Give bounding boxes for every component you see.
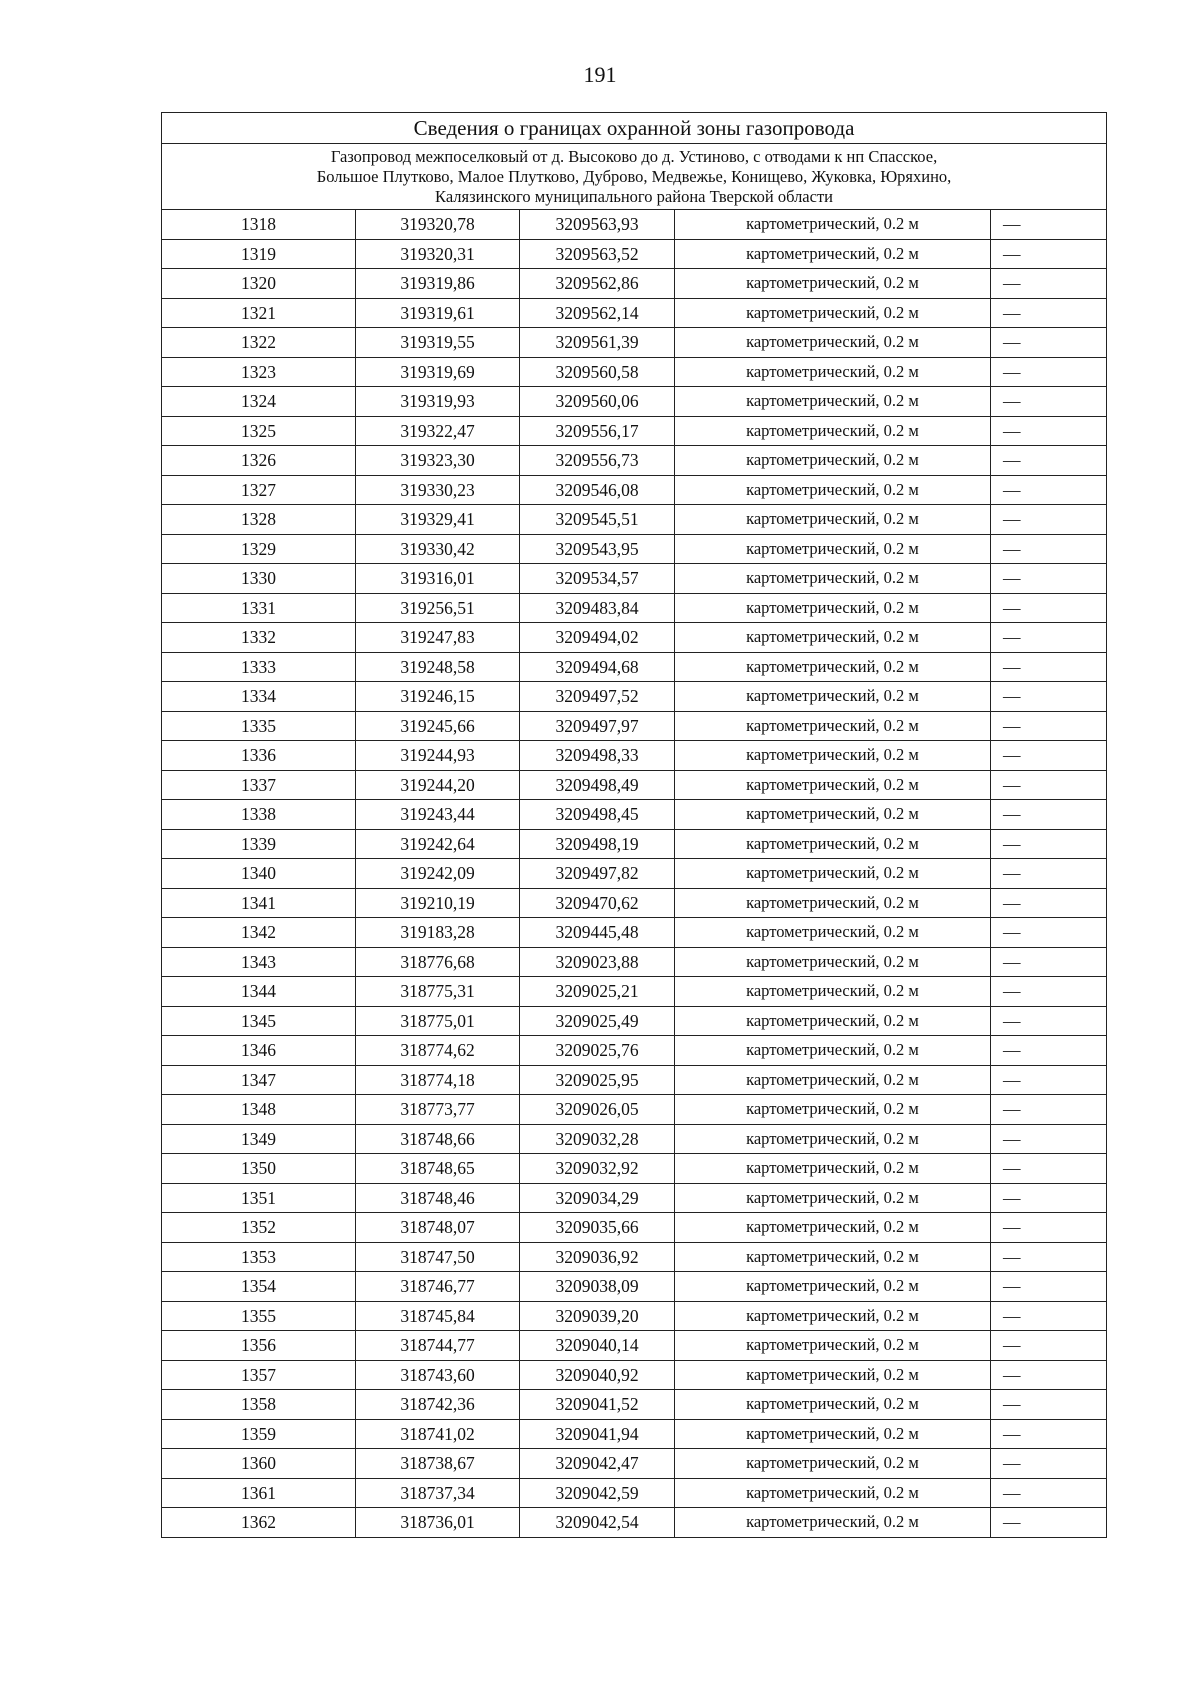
method-cell: картометрический, 0.2 м bbox=[675, 1183, 991, 1213]
x-coordinate-cell: 319319,55 bbox=[356, 328, 520, 358]
y-coordinate-cell: 3209025,95 bbox=[520, 1065, 675, 1095]
table-row bbox=[162, 269, 1107, 299]
y-coordinate-cell: 3209036,92 bbox=[520, 1242, 675, 1272]
x-coordinate-cell: 319319,86 bbox=[356, 269, 520, 299]
table-row bbox=[162, 1508, 1107, 1538]
method-cell: картометрический, 0.2 м bbox=[675, 1331, 991, 1361]
description-cell: — bbox=[991, 1124, 1107, 1154]
y-coordinate-cell: 3209025,21 bbox=[520, 977, 675, 1007]
method-cell: картометрический, 0.2 м bbox=[675, 1419, 991, 1449]
method-cell: картометрический, 0.2 м bbox=[675, 711, 991, 741]
y-coordinate-cell: 3209498,19 bbox=[520, 829, 675, 859]
boundary-coordinates-table bbox=[161, 112, 1107, 1538]
x-coordinate-cell: 318776,68 bbox=[356, 947, 520, 977]
point-number-cell: 1359 bbox=[162, 1419, 356, 1449]
y-coordinate-cell: 3209556,17 bbox=[520, 416, 675, 446]
point-number-cell: 1345 bbox=[162, 1006, 356, 1036]
method-cell: картометрический, 0.2 м bbox=[675, 770, 991, 800]
description-cell: — bbox=[991, 918, 1107, 948]
x-coordinate-cell: 319243,44 bbox=[356, 800, 520, 830]
method-cell: картометрический, 0.2 м bbox=[675, 652, 991, 682]
y-coordinate-cell: 3209042,59 bbox=[520, 1478, 675, 1508]
y-coordinate-cell: 3209470,62 bbox=[520, 888, 675, 918]
point-number-cell: 1355 bbox=[162, 1301, 356, 1331]
table-row bbox=[162, 298, 1107, 328]
table-row bbox=[162, 918, 1107, 948]
x-coordinate-cell: 318742,36 bbox=[356, 1390, 520, 1420]
table-subtitle-row bbox=[162, 144, 1107, 210]
point-number-cell: 1349 bbox=[162, 1124, 356, 1154]
description-cell: — bbox=[991, 1183, 1107, 1213]
point-number-cell: 1352 bbox=[162, 1213, 356, 1243]
table-row bbox=[162, 387, 1107, 417]
method-cell: картометрический, 0.2 м bbox=[675, 1242, 991, 1272]
table-row bbox=[162, 357, 1107, 387]
description-cell: — bbox=[991, 1478, 1107, 1508]
x-coordinate-cell: 318744,77 bbox=[356, 1331, 520, 1361]
method-cell: картометрический, 0.2 м bbox=[675, 859, 991, 889]
point-number-cell: 1353 bbox=[162, 1242, 356, 1272]
description-cell: — bbox=[991, 770, 1107, 800]
description-cell: — bbox=[991, 1390, 1107, 1420]
point-number-cell: 1339 bbox=[162, 829, 356, 859]
x-coordinate-cell: 319245,66 bbox=[356, 711, 520, 741]
point-number-cell: 1347 bbox=[162, 1065, 356, 1095]
x-coordinate-cell: 318736,01 bbox=[356, 1508, 520, 1538]
description-cell: — bbox=[991, 1154, 1107, 1184]
method-cell: картометрический, 0.2 м bbox=[675, 1449, 991, 1479]
description-cell: — bbox=[991, 387, 1107, 417]
point-number-cell: 1321 bbox=[162, 298, 356, 328]
x-coordinate-cell: 319323,30 bbox=[356, 446, 520, 476]
table-row bbox=[162, 1154, 1107, 1184]
description-cell: — bbox=[991, 1242, 1107, 1272]
table-row bbox=[162, 1006, 1107, 1036]
method-cell: картометрический, 0.2 м bbox=[675, 416, 991, 446]
table-row bbox=[162, 1390, 1107, 1420]
table-row bbox=[162, 593, 1107, 623]
method-cell: картометрический, 0.2 м bbox=[675, 1036, 991, 1066]
method-cell: картометрический, 0.2 м bbox=[675, 918, 991, 948]
point-number-cell: 1342 bbox=[162, 918, 356, 948]
point-number-cell: 1335 bbox=[162, 711, 356, 741]
point-number-cell: 1330 bbox=[162, 564, 356, 594]
x-coordinate-cell: 319322,47 bbox=[356, 416, 520, 446]
method-cell: картометрический, 0.2 м bbox=[675, 387, 991, 417]
x-coordinate-cell: 319320,78 bbox=[356, 210, 520, 240]
y-coordinate-cell: 3209040,92 bbox=[520, 1360, 675, 1390]
method-cell: картометрический, 0.2 м bbox=[675, 564, 991, 594]
x-coordinate-cell: 319319,93 bbox=[356, 387, 520, 417]
description-cell: — bbox=[991, 652, 1107, 682]
table-row bbox=[162, 416, 1107, 446]
table-row bbox=[162, 475, 1107, 505]
description-cell: — bbox=[991, 1301, 1107, 1331]
table-row bbox=[162, 711, 1107, 741]
x-coordinate-cell: 319248,58 bbox=[356, 652, 520, 682]
method-cell: картометрический, 0.2 м bbox=[675, 593, 991, 623]
table-row bbox=[162, 1449, 1107, 1479]
table-row bbox=[162, 446, 1107, 476]
method-cell: картометрический, 0.2 м bbox=[675, 1478, 991, 1508]
x-coordinate-cell: 319329,41 bbox=[356, 505, 520, 535]
table-row bbox=[162, 1478, 1107, 1508]
y-coordinate-cell: 3209546,08 bbox=[520, 475, 675, 505]
table-row bbox=[162, 564, 1107, 594]
table-row bbox=[162, 947, 1107, 977]
y-coordinate-cell: 3209543,95 bbox=[520, 534, 675, 564]
y-coordinate-cell: 3209035,66 bbox=[520, 1213, 675, 1243]
x-coordinate-cell: 318748,46 bbox=[356, 1183, 520, 1213]
description-cell: — bbox=[991, 564, 1107, 594]
description-cell: — bbox=[991, 1272, 1107, 1302]
point-number-cell: 1320 bbox=[162, 269, 356, 299]
method-cell: картометрический, 0.2 м bbox=[675, 888, 991, 918]
y-coordinate-cell: 3209042,47 bbox=[520, 1449, 675, 1479]
description-cell: — bbox=[991, 1006, 1107, 1036]
method-cell: картометрический, 0.2 м bbox=[675, 534, 991, 564]
x-coordinate-cell: 318775,31 bbox=[356, 977, 520, 1007]
method-cell: картометрический, 0.2 м bbox=[675, 1006, 991, 1036]
x-coordinate-cell: 319244,93 bbox=[356, 741, 520, 771]
method-cell: картометрический, 0.2 м bbox=[675, 1065, 991, 1095]
table-row bbox=[162, 1360, 1107, 1390]
description-cell: — bbox=[991, 741, 1107, 771]
point-number-cell: 1338 bbox=[162, 800, 356, 830]
x-coordinate-cell: 318745,84 bbox=[356, 1301, 520, 1331]
method-cell: картометрический, 0.2 м bbox=[675, 210, 991, 240]
x-coordinate-cell: 319330,23 bbox=[356, 475, 520, 505]
point-number-cell: 1332 bbox=[162, 623, 356, 653]
y-coordinate-cell: 3209032,28 bbox=[520, 1124, 675, 1154]
point-number-cell: 1362 bbox=[162, 1508, 356, 1538]
table-row bbox=[162, 1095, 1107, 1125]
y-coordinate-cell: 3209498,33 bbox=[520, 741, 675, 771]
y-coordinate-cell: 3209497,97 bbox=[520, 711, 675, 741]
x-coordinate-cell: 318748,65 bbox=[356, 1154, 520, 1184]
x-coordinate-cell: 318748,07 bbox=[356, 1213, 520, 1243]
method-cell: картометрический, 0.2 м bbox=[675, 1360, 991, 1390]
x-coordinate-cell: 318774,62 bbox=[356, 1036, 520, 1066]
table-row bbox=[162, 800, 1107, 830]
method-cell: картометрический, 0.2 м bbox=[675, 1124, 991, 1154]
table-subtitle bbox=[162, 144, 1107, 210]
point-number-cell: 1324 bbox=[162, 387, 356, 417]
description-cell: — bbox=[991, 446, 1107, 476]
method-cell: картометрический, 0.2 м bbox=[675, 239, 991, 269]
method-cell: картометрический, 0.2 м bbox=[675, 357, 991, 387]
description-cell: — bbox=[991, 711, 1107, 741]
x-coordinate-cell: 319242,64 bbox=[356, 829, 520, 859]
table-row bbox=[162, 1419, 1107, 1449]
point-number-cell: 1337 bbox=[162, 770, 356, 800]
method-cell: картометрический, 0.2 м bbox=[675, 475, 991, 505]
method-cell: картометрический, 0.2 м bbox=[675, 829, 991, 859]
y-coordinate-cell: 3209025,49 bbox=[520, 1006, 675, 1036]
x-coordinate-cell: 319319,61 bbox=[356, 298, 520, 328]
description-cell: — bbox=[991, 298, 1107, 328]
table-row bbox=[162, 328, 1107, 358]
y-coordinate-cell: 3209560,58 bbox=[520, 357, 675, 387]
point-number-cell: 1331 bbox=[162, 593, 356, 623]
x-coordinate-cell: 318743,60 bbox=[356, 1360, 520, 1390]
y-coordinate-cell: 3209023,88 bbox=[520, 947, 675, 977]
y-coordinate-cell: 3209497,82 bbox=[520, 859, 675, 889]
table-row bbox=[162, 829, 1107, 859]
point-number-cell: 1334 bbox=[162, 682, 356, 712]
table-row bbox=[162, 741, 1107, 771]
method-cell: картометрический, 0.2 м bbox=[675, 298, 991, 328]
table-row bbox=[162, 977, 1107, 1007]
method-cell: картометрический, 0.2 м bbox=[675, 1390, 991, 1420]
y-coordinate-cell: 3209040,14 bbox=[520, 1331, 675, 1361]
method-cell: картометрический, 0.2 м bbox=[675, 977, 991, 1007]
y-coordinate-cell: 3209562,86 bbox=[520, 269, 675, 299]
table-row bbox=[162, 652, 1107, 682]
point-number-cell: 1354 bbox=[162, 1272, 356, 1302]
description-cell: — bbox=[991, 1095, 1107, 1125]
y-coordinate-cell: 3209034,29 bbox=[520, 1183, 675, 1213]
x-coordinate-cell: 319256,51 bbox=[356, 593, 520, 623]
description-cell: — bbox=[991, 534, 1107, 564]
x-coordinate-cell: 318773,77 bbox=[356, 1095, 520, 1125]
subtitle-line: Газопровод межпоселковый от д. Высоково до д. Устиново, с отводами к нп Спасское, bbox=[330, 147, 938, 166]
table-row bbox=[162, 623, 1107, 653]
point-number-cell: 1329 bbox=[162, 534, 356, 564]
description-cell: — bbox=[991, 1036, 1107, 1066]
table-row bbox=[162, 1065, 1107, 1095]
description-cell: — bbox=[991, 416, 1107, 446]
y-coordinate-cell: 3209039,20 bbox=[520, 1301, 675, 1331]
description-cell: — bbox=[991, 1419, 1107, 1449]
point-number-cell: 1326 bbox=[162, 446, 356, 476]
table-row bbox=[162, 1124, 1107, 1154]
description-cell: — bbox=[991, 269, 1107, 299]
description-cell: — bbox=[991, 239, 1107, 269]
y-coordinate-cell: 3209545,51 bbox=[520, 505, 675, 535]
point-number-cell: 1357 bbox=[162, 1360, 356, 1390]
y-coordinate-cell: 3209032,92 bbox=[520, 1154, 675, 1184]
method-cell: картометрический, 0.2 м bbox=[675, 446, 991, 476]
table-row bbox=[162, 1272, 1107, 1302]
point-number-cell: 1344 bbox=[162, 977, 356, 1007]
point-number-cell: 1318 bbox=[162, 210, 356, 240]
point-number-cell: 1322 bbox=[162, 328, 356, 358]
y-coordinate-cell: 3209497,52 bbox=[520, 682, 675, 712]
x-coordinate-cell: 319247,83 bbox=[356, 623, 520, 653]
x-coordinate-cell: 318746,77 bbox=[356, 1272, 520, 1302]
description-cell: — bbox=[991, 593, 1107, 623]
table-row bbox=[162, 859, 1107, 889]
description-cell: — bbox=[991, 1331, 1107, 1361]
y-coordinate-cell: 3209445,48 bbox=[520, 918, 675, 948]
description-cell: — bbox=[991, 328, 1107, 358]
description-cell: — bbox=[991, 475, 1107, 505]
method-cell: картометрический, 0.2 м bbox=[675, 505, 991, 535]
y-coordinate-cell: 3209534,57 bbox=[520, 564, 675, 594]
point-number-cell: 1340 bbox=[162, 859, 356, 889]
description-cell: — bbox=[991, 1360, 1107, 1390]
x-coordinate-cell: 319244,20 bbox=[356, 770, 520, 800]
x-coordinate-cell: 319242,09 bbox=[356, 859, 520, 889]
point-number-cell: 1333 bbox=[162, 652, 356, 682]
method-cell: картометрический, 0.2 м bbox=[675, 947, 991, 977]
method-cell: картометрический, 0.2 м bbox=[675, 623, 991, 653]
method-cell: картометрический, 0.2 м bbox=[675, 682, 991, 712]
subtitle-line: Большое Плутково, Малое Плутково, Дуброво, Медвежье, Конищево, Жуковка, Юряхино, bbox=[316, 167, 952, 186]
x-coordinate-cell: 318775,01 bbox=[356, 1006, 520, 1036]
point-number-cell: 1361 bbox=[162, 1478, 356, 1508]
description-cell: — bbox=[991, 210, 1107, 240]
point-number-cell: 1351 bbox=[162, 1183, 356, 1213]
description-cell: — bbox=[991, 829, 1107, 859]
x-coordinate-cell: 318747,50 bbox=[356, 1242, 520, 1272]
description-cell: — bbox=[991, 888, 1107, 918]
point-number-cell: 1358 bbox=[162, 1390, 356, 1420]
point-number-cell: 1325 bbox=[162, 416, 356, 446]
x-coordinate-cell: 318774,18 bbox=[356, 1065, 520, 1095]
y-coordinate-cell: 3209563,52 bbox=[520, 239, 675, 269]
x-coordinate-cell: 319183,28 bbox=[356, 918, 520, 948]
x-coordinate-cell: 318738,67 bbox=[356, 1449, 520, 1479]
x-coordinate-cell: 319330,42 bbox=[356, 534, 520, 564]
method-cell: картометрический, 0.2 м bbox=[675, 269, 991, 299]
table-row bbox=[162, 1301, 1107, 1331]
y-coordinate-cell: 3209041,94 bbox=[520, 1419, 675, 1449]
table-row bbox=[162, 1242, 1107, 1272]
x-coordinate-cell: 318741,02 bbox=[356, 1419, 520, 1449]
x-coordinate-cell: 319316,01 bbox=[356, 564, 520, 594]
method-cell: картометрический, 0.2 м bbox=[675, 800, 991, 830]
y-coordinate-cell: 3209562,14 bbox=[520, 298, 675, 328]
page-number: 191 bbox=[583, 62, 617, 87]
description-cell: — bbox=[991, 1065, 1107, 1095]
y-coordinate-cell: 3209556,73 bbox=[520, 446, 675, 476]
description-cell: — bbox=[991, 623, 1107, 653]
y-coordinate-cell: 3209483,84 bbox=[520, 593, 675, 623]
point-number-cell: 1323 bbox=[162, 357, 356, 387]
method-cell: картометрический, 0.2 м bbox=[675, 1272, 991, 1302]
description-cell: — bbox=[991, 682, 1107, 712]
table-row bbox=[162, 1036, 1107, 1066]
y-coordinate-cell: 3209560,06 bbox=[520, 387, 675, 417]
table-title-row bbox=[162, 113, 1107, 144]
point-number-cell: 1319 bbox=[162, 239, 356, 269]
x-coordinate-cell: 319320,31 bbox=[356, 239, 520, 269]
table-row bbox=[162, 239, 1107, 269]
point-number-cell: 1360 bbox=[162, 1449, 356, 1479]
description-cell: — bbox=[991, 1213, 1107, 1243]
subtitle-line: Калязинского муниципального района Тверской области bbox=[435, 187, 833, 206]
description-cell: — bbox=[991, 977, 1107, 1007]
point-number-cell: 1343 bbox=[162, 947, 356, 977]
description-cell: — bbox=[991, 1508, 1107, 1538]
description-cell: — bbox=[991, 947, 1107, 977]
point-number-cell: 1327 bbox=[162, 475, 356, 505]
method-cell: картометрический, 0.2 м bbox=[675, 1154, 991, 1184]
table-row bbox=[162, 1213, 1107, 1243]
x-coordinate-cell: 318737,34 bbox=[356, 1478, 520, 1508]
point-number-cell: 1356 bbox=[162, 1331, 356, 1361]
point-number-cell: 1348 bbox=[162, 1095, 356, 1125]
table-row bbox=[162, 534, 1107, 564]
y-coordinate-cell: 3209025,76 bbox=[520, 1036, 675, 1066]
x-coordinate-cell: 318748,66 bbox=[356, 1124, 520, 1154]
x-coordinate-cell: 319210,19 bbox=[356, 888, 520, 918]
method-cell: картометрический, 0.2 м bbox=[675, 1301, 991, 1331]
table-row bbox=[162, 770, 1107, 800]
point-number-cell: 1328 bbox=[162, 505, 356, 535]
table-row bbox=[162, 682, 1107, 712]
y-coordinate-cell: 3209041,52 bbox=[520, 1390, 675, 1420]
method-cell: картометрический, 0.2 м bbox=[675, 741, 991, 771]
method-cell: картометрический, 0.2 м bbox=[675, 328, 991, 358]
table-row bbox=[162, 210, 1107, 240]
method-cell: картометрический, 0.2 м bbox=[675, 1508, 991, 1538]
x-coordinate-cell: 319319,69 bbox=[356, 357, 520, 387]
description-cell: — bbox=[991, 1449, 1107, 1479]
description-cell: — bbox=[991, 859, 1107, 889]
method-cell: картометрический, 0.2 м bbox=[675, 1213, 991, 1243]
table-row bbox=[162, 1183, 1107, 1213]
description-cell: — bbox=[991, 505, 1107, 535]
y-coordinate-cell: 3209561,39 bbox=[520, 328, 675, 358]
table-title: Сведения о границах охранной зоны газопровода bbox=[162, 113, 1107, 144]
y-coordinate-cell: 3209494,02 bbox=[520, 623, 675, 653]
table-row bbox=[162, 505, 1107, 535]
table-row bbox=[162, 1331, 1107, 1361]
point-number-cell: 1346 bbox=[162, 1036, 356, 1066]
point-number-cell: 1350 bbox=[162, 1154, 356, 1184]
y-coordinate-cell: 3209038,09 bbox=[520, 1272, 675, 1302]
table-row bbox=[162, 888, 1107, 918]
y-coordinate-cell: 3209026,05 bbox=[520, 1095, 675, 1125]
y-coordinate-cell: 3209042,54 bbox=[520, 1508, 675, 1538]
method-cell: картометрический, 0.2 м bbox=[675, 1095, 991, 1125]
y-coordinate-cell: 3209498,49 bbox=[520, 770, 675, 800]
y-coordinate-cell: 3209563,93 bbox=[520, 210, 675, 240]
description-cell: — bbox=[991, 357, 1107, 387]
y-coordinate-cell: 3209494,68 bbox=[520, 652, 675, 682]
x-coordinate-cell: 319246,15 bbox=[356, 682, 520, 712]
description-cell: — bbox=[991, 800, 1107, 830]
point-number-cell: 1341 bbox=[162, 888, 356, 918]
y-coordinate-cell: 3209498,45 bbox=[520, 800, 675, 830]
point-number-cell: 1336 bbox=[162, 741, 356, 771]
